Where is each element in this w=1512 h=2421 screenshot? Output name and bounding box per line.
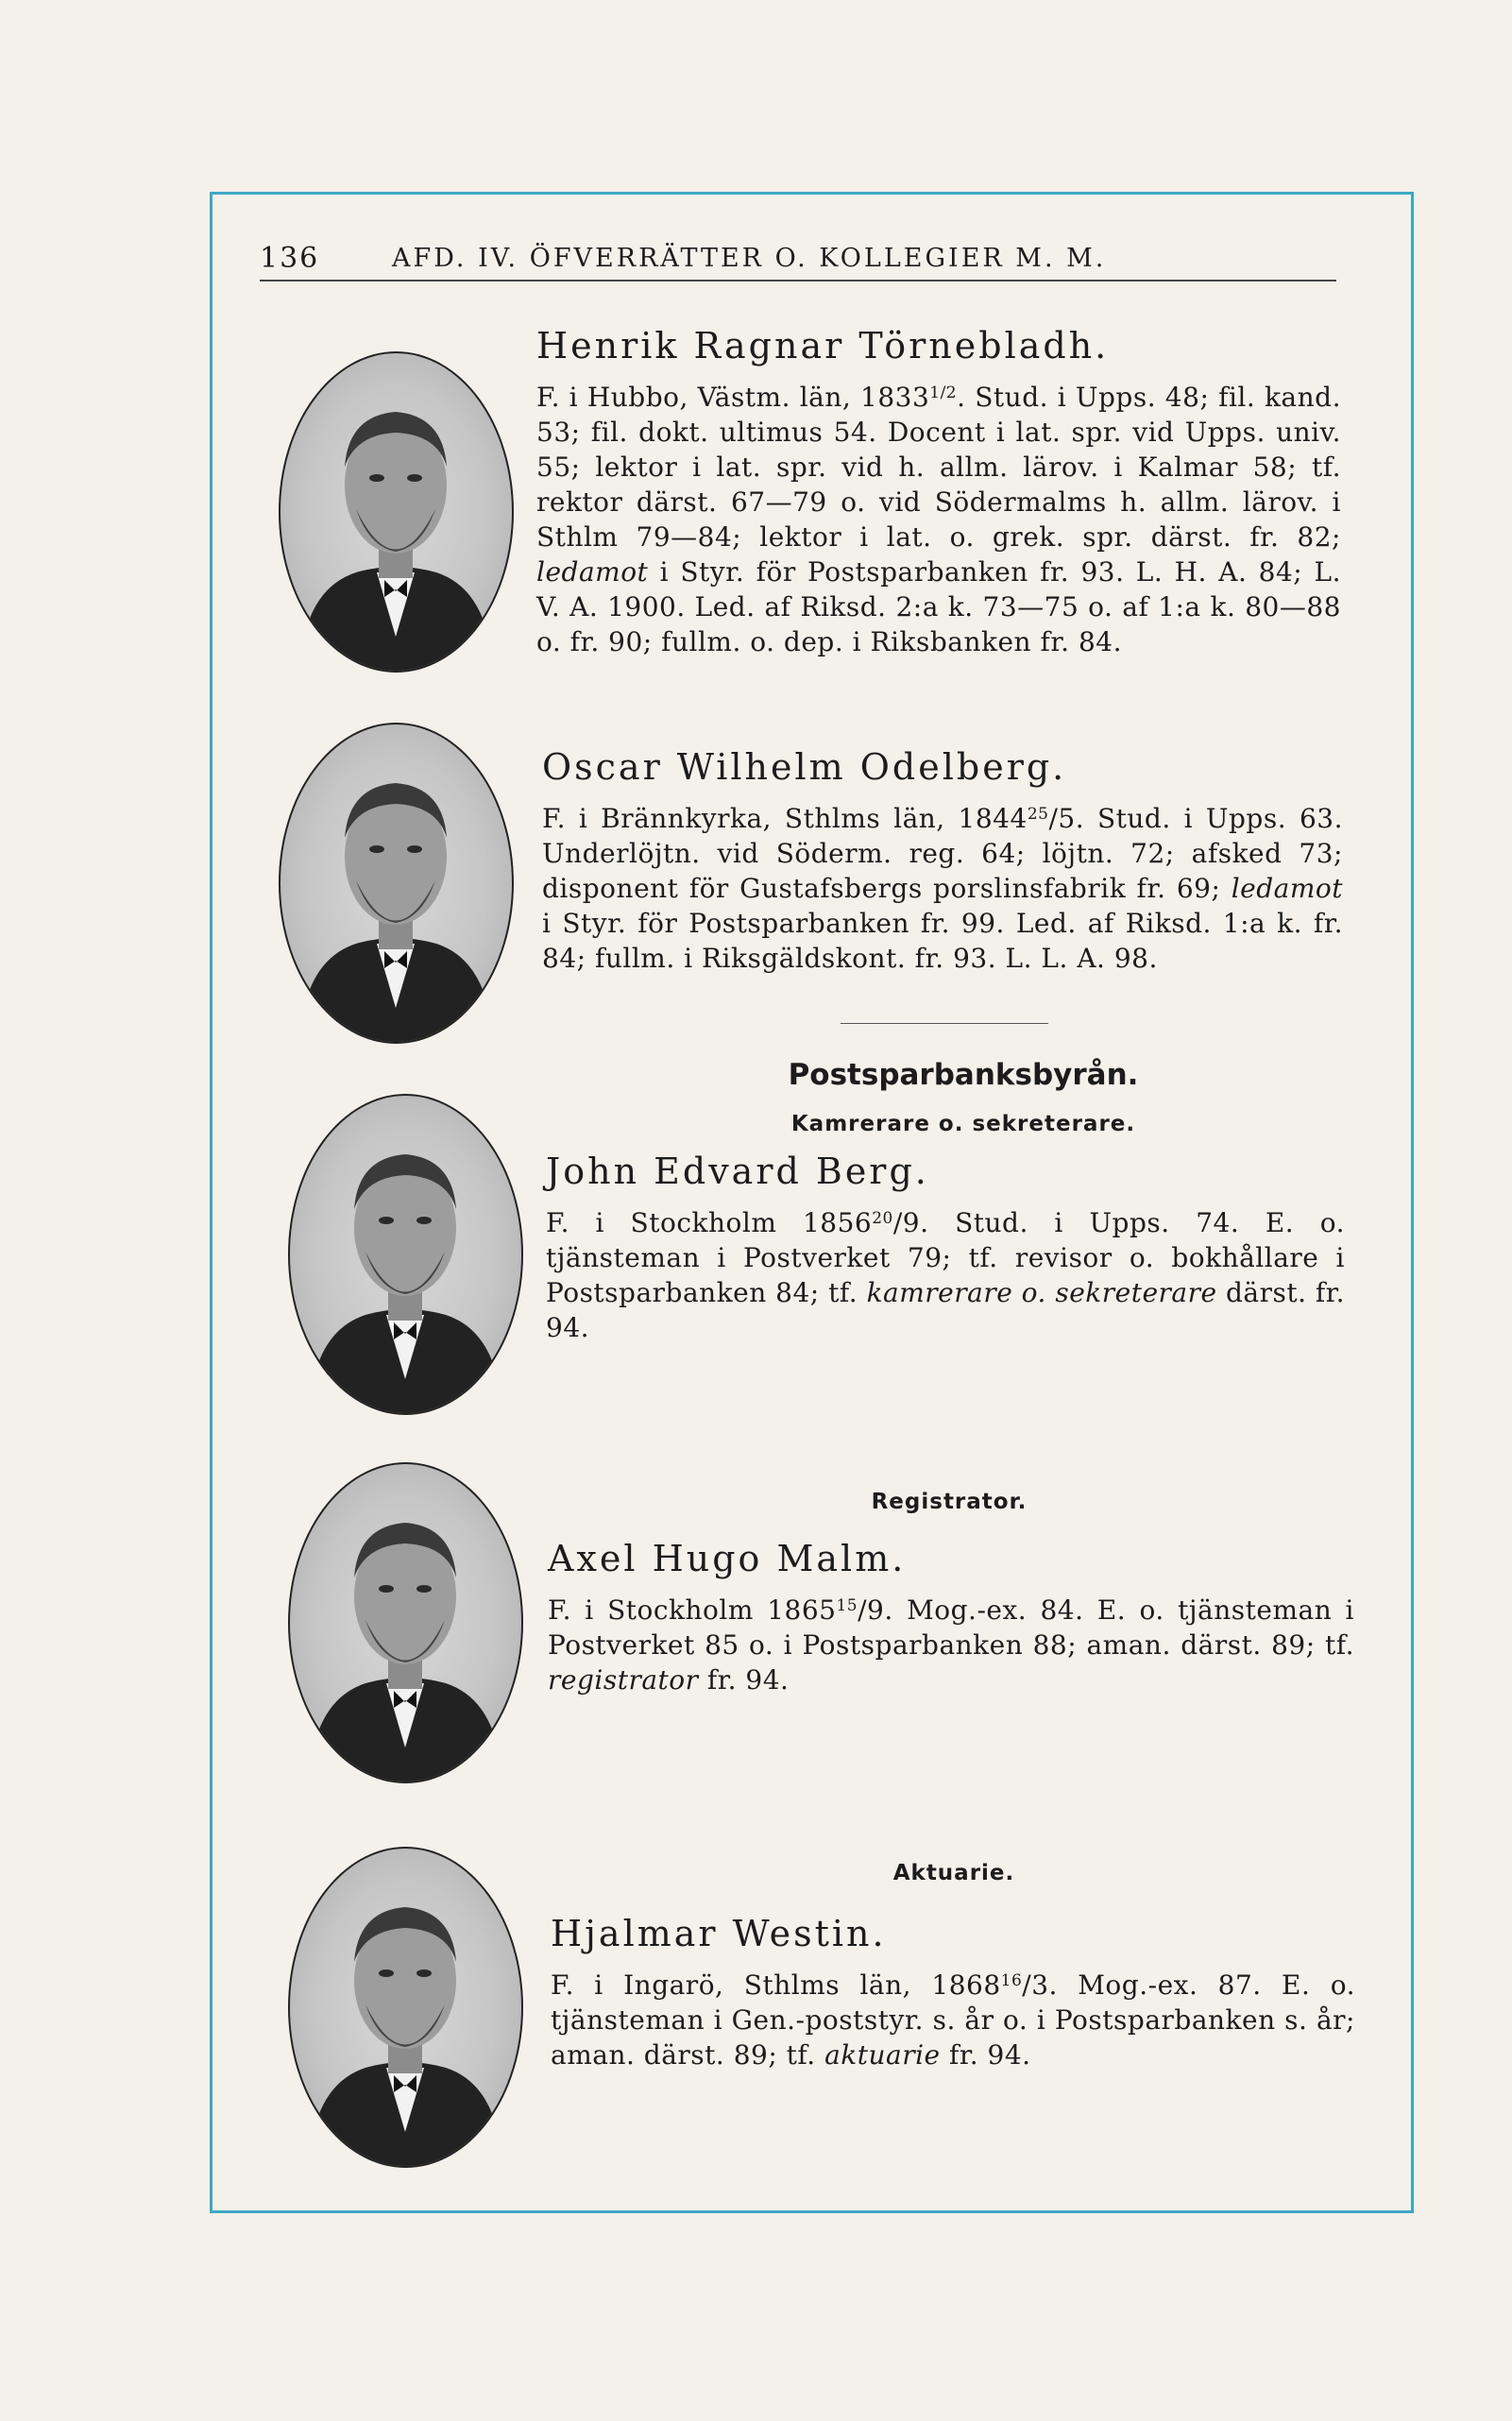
bio-text: . Stud. i Upps. 48; fil. kand. 53; fil. dokt. ultimus 54. Docent i lat. spr. vid Upps. univ. 55; lektor i lat. spr. vid h. allm. lärov. i Kalmar 58; tf. rektor därst. 67—79 o. vid Södermalms h. allm. lärov. i Sthlm 79—84; lektor i lat. o. grek. spr. därst. fr. 82; bbox=[536, 382, 1341, 553]
portrait-berg bbox=[288, 1094, 523, 1415]
italic-title: kamrerare o. sekreterare bbox=[866, 1277, 1217, 1308]
portrait-odelberg bbox=[279, 723, 514, 1044]
person-name: John Edvard Berg. bbox=[546, 1151, 929, 1192]
person-bio bbox=[551, 1968, 1355, 2072]
bio-text: /9. Stud. i Upps. 74. E. o. tjänsteman i Postverket 79; tf. revisor o. bokhållare i Postsparbanken 84; tf. bbox=[546, 1207, 1345, 1308]
left-eye bbox=[369, 845, 384, 853]
italic-title: ledamot bbox=[536, 556, 649, 588]
entry-malm bbox=[548, 1538, 1354, 1697]
portrait-image bbox=[290, 1096, 521, 1413]
bio-text: F. i Brännkyrka, Sthlms län, 1844 bbox=[542, 803, 1028, 834]
section-subheading-kamrerare: Kamrerare o. sekreterare. bbox=[790, 1112, 1136, 1136]
person-bio bbox=[536, 380, 1341, 659]
italic-title: aktuarie bbox=[824, 2039, 941, 2071]
right-eye bbox=[416, 1585, 432, 1593]
person-bio bbox=[546, 1205, 1345, 1345]
person-bio bbox=[542, 801, 1343, 976]
left-eye bbox=[379, 1969, 394, 1977]
portrait-image bbox=[280, 725, 512, 1042]
entry-berg bbox=[546, 1151, 1345, 1345]
left-eye bbox=[379, 1585, 394, 1593]
person-name: Hjalmar Westin. bbox=[551, 1913, 887, 1954]
page-number: 136 bbox=[260, 242, 320, 275]
italic-title: ledamot bbox=[1231, 873, 1343, 904]
entry-westin bbox=[551, 1913, 1355, 2072]
bio-text: fr. 94. bbox=[940, 2039, 1031, 2071]
portrait-tornebladh bbox=[279, 351, 514, 673]
portrait-image bbox=[290, 1849, 521, 2166]
bio-text: /5. Stud. i Upps. 63. Underlöjtn. vid Söderm. reg. 64; löjtn. 72; afsked 73; disponent för Gustafsbergs porslinsfabrik fr. 69; bbox=[542, 803, 1343, 904]
bio-text: F. i Hubbo, Västm. län, 1833 bbox=[536, 382, 930, 413]
bio-text: F. i Stockholm 1865 bbox=[548, 1594, 837, 1626]
left-eye bbox=[379, 1217, 394, 1224]
person-name: Oscar Wilhelm Odelberg. bbox=[542, 746, 1067, 788]
bio-text: fr. 94. bbox=[698, 1664, 790, 1696]
right-eye bbox=[407, 845, 422, 853]
date-superscript: 25 bbox=[1027, 805, 1049, 824]
portrait-malm bbox=[288, 1462, 523, 1783]
portrait-westin bbox=[288, 1847, 523, 2168]
portrait-image bbox=[280, 353, 512, 671]
running-header bbox=[260, 242, 1336, 281]
italic-title: registrator bbox=[548, 1664, 699, 1696]
portrait-image bbox=[290, 1464, 521, 1782]
bio-text: i Styr. för Postsparbanken fr. 93. L. H. A. 84; L. V. A. 1900. Led. af Riksd. 2:a k. 73—75 o. af 1:a k. 80—88 o. fr. 90; fullm. o. dep. i Riksbanken fr. 84. bbox=[536, 556, 1341, 657]
right-eye bbox=[416, 1217, 432, 1224]
section-subheading-aktuarie: Aktuarie. bbox=[892, 1861, 1015, 1885]
section-heading-postsparbanksbyran: Postsparbanksbyrån. bbox=[788, 1058, 1139, 1092]
bio-text: därst. fr. 94. bbox=[546, 1277, 1345, 1343]
right-eye bbox=[407, 474, 422, 482]
date-superscript: 15 bbox=[836, 1596, 858, 1615]
bio-text: i Styr. för Postsparbanken fr. 99. Led. af Riksd. 1:a k. fr. 84; fullm. i Riksgäldskont. fr. 93. L. L. A. 98. bbox=[542, 908, 1343, 974]
person-name: Henrik Ragnar Törnebladh. bbox=[536, 325, 1110, 367]
date-superscript: 16 bbox=[1000, 1971, 1023, 1990]
section-subheading-registrator: Registrator. bbox=[871, 1490, 1028, 1514]
date-superscript: 1/2 bbox=[929, 384, 958, 402]
person-name: Axel Hugo Malm. bbox=[548, 1538, 907, 1579]
bio-text: /3. Mog.-ex. 87. E. o. tjänsteman i Gen.-poststyr. s. år o. i Postsparbanken s. år; aman. därst. 89; tf. bbox=[551, 1969, 1355, 2071]
date-superscript: 20 bbox=[872, 1209, 893, 1228]
entry-odelberg bbox=[542, 746, 1343, 976]
section-divider bbox=[841, 1023, 1048, 1024]
right-eye bbox=[416, 1969, 432, 1977]
bio-text: /9. Mog.-ex. 84. E. o. tjänsteman i Postverket 85 o. i Postsparbanken 88; aman. därst. 89; tf. bbox=[548, 1594, 1354, 1661]
bio-text: F. i Ingarö, Sthlms län, 1868 bbox=[551, 1969, 1001, 2001]
entry-tornebladh bbox=[536, 325, 1341, 659]
left-eye bbox=[369, 474, 384, 482]
bio-text: F. i Stockholm 1856 bbox=[546, 1207, 873, 1238]
person-bio bbox=[548, 1593, 1354, 1697]
running-title: AFD. IV. ÖFVERRÄTTER O. KOLLEGIER M. M. bbox=[392, 244, 1107, 273]
